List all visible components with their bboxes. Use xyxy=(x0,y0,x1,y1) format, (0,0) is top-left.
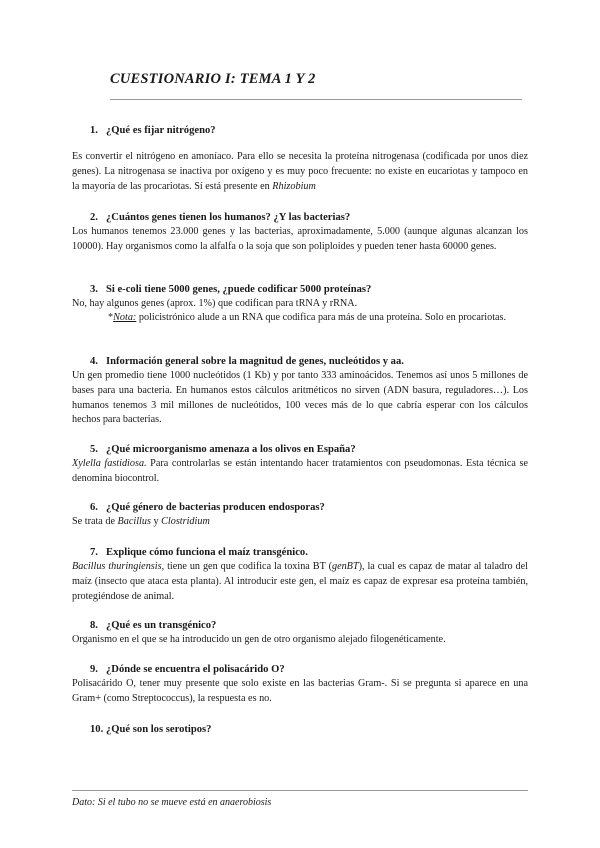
question-7: 7. Explique cómo funciona el maíz transgénico. xyxy=(90,547,308,558)
title-divider xyxy=(110,99,522,100)
page-title: CUESTIONARIO I: TEMA 1 Y 2 xyxy=(110,71,316,87)
answer-5: Xylella fastidiosa. Para controlarlas se están intentando hacer tratamientos con pseudomonas. Esta técnica se denomina biocontrol. xyxy=(72,458,528,484)
organism-name: Xylella fastidiosa. xyxy=(72,458,147,469)
question-text: ¿Qué es fijar nitrógeno? xyxy=(106,125,216,136)
question-1 xyxy=(90,124,216,138)
gene-name: genBT xyxy=(331,561,359,572)
answer-4: Un gen promedio tiene 1000 nucleótidos (1 Kb) y por tanto 333 aminoácidos. Tenemos así unos 5 millones de bases para una bacteria. En humanos estos cálculos aritméticos no sirven (ADN basura, reguladores…). Los humanos tenemos 3 mil millones de nucleótidos, 100 veces más de lo que cabría esperar con los cálculos hechos para bacterias. xyxy=(72,370,528,426)
answer-7: Bacillus thuringiensis, tiene un gen que codifica la toxina BT (genBT), la cual es capaz de matar al taladro del maíz (insecto que ataca esta planta). Al introducir este gen, el maíz es capaz de expresar esa proteína también, protegiéndose de animal. xyxy=(72,561,528,602)
answer-8: Organismo en el que se ha introducido un gen de otro organismo alejado filogenéticamente. xyxy=(72,634,446,645)
answer-1: Es convertir el nitrógeno en amoníaco. Para ello se necesita la proteína nitrogenasa (codificada por unos diez genes). La nitrogenasa se inactiva por oxígeno y es muy poco frecuente: no existe en eucariotas y tampoco en la mayoría de las procariotas. Sí está presente en Rhizobium xyxy=(72,151,528,192)
question-text: Explique cómo funciona el maíz transgénico. xyxy=(106,547,308,558)
question-text: ¿Qué microorganismo amenaza a los olivos en España? xyxy=(106,444,356,455)
question-9: 9. ¿Dónde se encuentra el polisacárido O? xyxy=(90,664,285,675)
question-2: 2. ¿Cuántos genes tienen los humanos? ¿Y las bacterias? xyxy=(90,212,351,223)
question-text: Si e-coli tiene 5000 genes, ¿puede codificar 5000 proteínas? xyxy=(106,284,372,295)
question-text: ¿Cuántos genes tienen los humanos? ¿Y las bacterias? xyxy=(106,212,351,223)
footer-note: Dato: Si el tubo no se mueve está en anaerobiosis xyxy=(72,797,272,808)
organism-name: Rhizobium xyxy=(272,180,316,192)
answer-2: Los humanos tenemos 23.000 genes y las bacterias, aproximadamente, 5.000 (aunque algunas alcanzan los 10000). Hay organismos como la alfalfa o la soja que son poliploides y pueden tener hasta 60000 genes. xyxy=(72,226,528,252)
organism-name: Bacillus thuringiensis xyxy=(72,561,162,572)
question-6: 6. ¿Qué género de bacterias producen endosporas? xyxy=(90,502,325,513)
question-10: 10. ¿Qué son los serotipos? xyxy=(90,724,212,735)
question-4: 4. Información general sobre la magnitud de genes, nucleótidos y aa. xyxy=(90,356,404,367)
question-text: Información general sobre la magnitud de genes, nucleótidos y aa. xyxy=(106,356,404,367)
question-3: 3. Si e-coli tiene 5000 genes, ¿puede codificar 5000 proteínas? xyxy=(90,284,372,295)
question-text: ¿Qué son los serotipos? xyxy=(106,724,212,735)
question-text: ¿Qué es un transgénico? xyxy=(106,620,217,631)
footer-divider xyxy=(72,790,528,791)
note-label: Nota: xyxy=(113,312,137,323)
answer-3: No, hay algunos genes (aprox. 1%) que codifican para tRNA y rRNA. xyxy=(72,298,358,309)
question-text: ¿Dónde se encuentra el polisacárido O? xyxy=(106,664,285,675)
answer-6: Se trata de Bacillus y Clostridium xyxy=(72,516,210,527)
organism-name: Bacillus xyxy=(117,516,151,527)
question-text: ¿Qué género de bacterias producen endosporas? xyxy=(106,502,325,513)
question-8: 8. ¿Qué es un transgénico? xyxy=(90,620,217,631)
question-5: 5. ¿Qué microorganismo amenaza a los olivos en España? xyxy=(90,444,356,455)
note-3: *Nota: policistrónico alude a un RNA que codifica para más de una proteína. Solo en procariotas. xyxy=(108,312,507,323)
organism-name: Clostridium xyxy=(161,516,210,527)
question-number: 1. xyxy=(90,125,98,136)
answer-9: Polisacárido O, tener muy presente que solo existe en las bacterias Gram-. Si se pregunta si aparece en una Gram+ (como Streptococcus), la respuesta es no. xyxy=(72,678,528,704)
